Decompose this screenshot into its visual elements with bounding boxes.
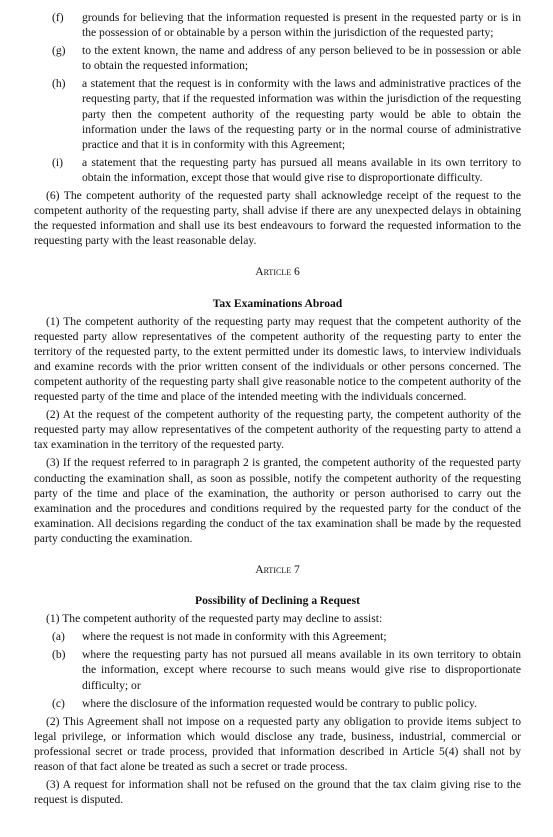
list-item-label: (a) bbox=[52, 630, 65, 644]
article-7-number: Article 7 bbox=[255, 563, 300, 576]
article-7-paragraph-3: (3) A request for information shall not be refused on the ground that the tax claim giving rise to the request is disputed. bbox=[34, 778, 521, 807]
list-item-h bbox=[34, 76, 521, 151]
list-item-label: (f) bbox=[52, 11, 64, 24]
list-item-c bbox=[34, 696, 521, 711]
list-item-g bbox=[34, 43, 521, 73]
list-item-text: where the request is not made in conformity with this Agreement; bbox=[82, 630, 387, 644]
list-item-b bbox=[34, 647, 521, 692]
article-6-paragraph-2: (2) At the request of the competent authority of the requesting party, the competent authority of the requested party may allow representatives of the competent authority of the requesting party to attend a tax examination in the territory of the requested party. bbox=[34, 408, 521, 452]
article-7-paragraph-2: (2) This Agreement shall not impose on a requested party any obligation to provide items subject to legal privilege, or information which would disclose any trade, business, industrial, commercial or professional secret or trade process, provided that information described in Article 5(4) shall not by reason of that fact alone be treated as such a secret or trade process. bbox=[34, 714, 521, 774]
list-item-label: (g) bbox=[52, 44, 66, 58]
list-item-label: (i) bbox=[52, 155, 63, 169]
list-item-text: a statement that the request is in conformity with the laws and administrative practices of the requesting party, that if the requested information was within the jurisdiction of the requesting party then the competent authority of the requesting party would be able to obtain the information under the laws of the requesting party or in the normal course of administrative practice and that it is in conformity with this Agreement; bbox=[82, 77, 521, 151]
list-item-text: a statement that the requesting party has pursued all means available in its own territory to obtain the information, except those that would give rise to disproportionate difficulty. bbox=[82, 155, 521, 184]
list-item-label: (h) bbox=[52, 77, 66, 91]
list-item-label: (c) bbox=[52, 696, 65, 710]
paragraph-6: (6) The competent authority of the requested party shall acknowledge receipt of the request to the competent authority of the requesting party, shall advise if there are any unexpected delays in obtaining the requested information and shall use its best endeavours to forward the requested information to the requesting party with the least reasonable delay. bbox=[34, 189, 521, 248]
list-item-text: to the extent known, the name and address of any person believed to be in possession or able to obtain the requested information; bbox=[82, 44, 521, 73]
list-item-text: grounds for believing that the information requested is present in the requested party or is in the possession of or obtainable by a person within the jurisdiction of the requested party; bbox=[82, 11, 521, 40]
article-7-title: Possibility of Declining a Request bbox=[195, 594, 360, 608]
list-item-text: where the disclosure of the information requested would be contrary to public policy. bbox=[82, 696, 477, 710]
article-6-paragraph-1: (1) The competent authority of the requesting party may request that the competent authority of the requested party allow representatives of the competent authority of the requesting party to enter the territory of the requested party, to the extent permitted under its domestic laws, to interview individuals and examine records with the prior written consent of the individuals or other persons concerned. The competent authority of the requesting party shall give reasonable notice to the competent authority of the requested party of the time and place of the intended meeting with the individuals concerned. bbox=[34, 314, 521, 404]
list-item-i bbox=[34, 155, 521, 185]
list-item-text: where the requesting party has not pursued all means available in its own territory to obtain the information, except where recourse to such means would give rise to disproportionate difficulty; or bbox=[82, 648, 521, 692]
article-6-paragraph-3: (3) If the request referred to in paragraph 2 is granted, the competent authority of the requested party conducting the examination shall, as soon as possible, notify the competent authority of the requesting party of the time and place of the examination, the authority or person authorised to carry out the examination and the procedures and conditions required by the requested party for the conduct of the examination. All decisions regarding the conduct of the tax examination shall be made by the requested party conducting the examination. bbox=[34, 456, 521, 545]
article-6-number: Article 6 bbox=[255, 265, 300, 279]
article-7-paragraph-1: (1) The competent authority of the requested party may decline to assist: bbox=[46, 612, 383, 626]
list-item-f bbox=[34, 10, 521, 40]
list-item-a bbox=[34, 629, 521, 644]
list-item-label: (b) bbox=[52, 648, 66, 662]
article-6-title: Tax Examinations Abroad bbox=[212, 296, 343, 310]
